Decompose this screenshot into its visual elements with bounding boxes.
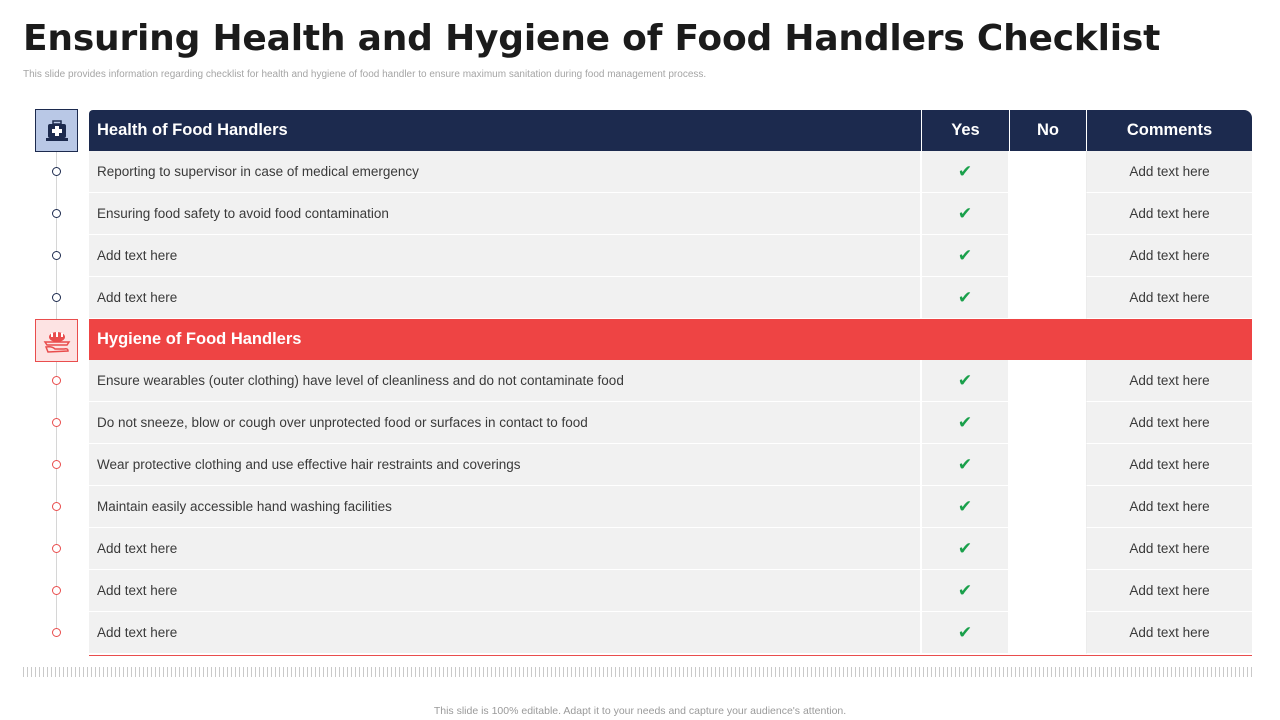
- checkmark-icon: ✔: [957, 496, 973, 516]
- table-row: [89, 277, 1252, 319]
- hygiene-section-row: [89, 319, 1252, 360]
- comment-cell: Add text here: [1087, 151, 1252, 193]
- yes-cell[interactable]: [922, 528, 1010, 570]
- no-cell[interactable]: [1010, 277, 1087, 319]
- header-health: Health of Food Handlers: [89, 110, 922, 151]
- hygiene-section-title: Hygiene of Food Handlers: [89, 319, 1252, 360]
- header-comments: Comments: [1087, 110, 1252, 151]
- checkmark-icon: ✔: [957, 580, 973, 600]
- checkmark-icon: ✔: [957, 370, 973, 390]
- header-yes: Yes: [922, 110, 1010, 151]
- table-row: [89, 235, 1252, 277]
- checklist-item-text: Maintain easily accessible hand washing facilities: [89, 486, 922, 528]
- table-row: [89, 402, 1252, 444]
- checklist-item-text: Add text here: [89, 235, 922, 277]
- checklist-item-text: Do not sneeze, blow or cough over unprotected food or surfaces in contact to food: [89, 402, 922, 444]
- checklist-item-text: Add text here: [89, 570, 922, 612]
- timeline-dot: [52, 167, 61, 176]
- comment-cell: Add text here: [1087, 360, 1252, 402]
- no-cell[interactable]: [1010, 360, 1087, 402]
- yes-cell[interactable]: [922, 402, 1010, 444]
- yes-cell[interactable]: [922, 360, 1010, 402]
- no-cell[interactable]: [1010, 528, 1087, 570]
- checklist-table: [89, 110, 1252, 654]
- checkmark-icon: ✔: [957, 454, 973, 474]
- yes-cell[interactable]: [922, 444, 1010, 486]
- checkmark-icon: ✔: [957, 287, 973, 307]
- timeline-dot: [52, 376, 61, 385]
- checklist-item-text: Reporting to supervisor in case of medical emergency: [89, 151, 922, 193]
- yes-cell[interactable]: [922, 193, 1010, 235]
- divider-ruler: [23, 667, 1252, 677]
- timeline-dot: [52, 293, 61, 302]
- footer-note: This slide is 100% editable. Adapt it to your needs and capture your audience's attention.: [433, 705, 847, 717]
- table-row: [89, 528, 1252, 570]
- no-cell[interactable]: [1010, 235, 1087, 277]
- timeline-dot: [52, 502, 61, 511]
- no-cell[interactable]: [1010, 444, 1087, 486]
- no-cell[interactable]: [1010, 151, 1087, 193]
- table-row: [89, 612, 1252, 654]
- yes-cell[interactable]: [922, 151, 1010, 193]
- table-row: [89, 444, 1252, 486]
- comment-cell: Add text here: [1087, 570, 1252, 612]
- checkmark-icon: ✔: [957, 622, 973, 642]
- checklist-item-text: Ensure wearables (outer clothing) have level of cleanliness and do not contaminate food: [89, 360, 922, 402]
- comment-cell: Add text here: [1087, 277, 1252, 319]
- checklist-item-text: Add text here: [89, 612, 922, 654]
- timeline-dot: [52, 418, 61, 427]
- timeline-dot: [52, 628, 61, 637]
- comment-cell: Add text here: [1087, 528, 1252, 570]
- yes-cell[interactable]: [922, 612, 1010, 654]
- checklist-item-text: Add text here: [89, 528, 922, 570]
- checkmark-icon: ✔: [957, 161, 973, 181]
- yes-cell[interactable]: [922, 277, 1010, 319]
- comment-cell: Add text here: [1087, 193, 1252, 235]
- food-tray-icon: [35, 319, 78, 362]
- checkmark-icon: ✔: [957, 538, 973, 558]
- table-row: [89, 486, 1252, 528]
- timeline-dot: [52, 460, 61, 469]
- yes-cell[interactable]: [922, 235, 1010, 277]
- no-cell[interactable]: [1010, 570, 1087, 612]
- table-row: [89, 193, 1252, 235]
- checkmark-icon: ✔: [957, 245, 973, 265]
- timeline-dot: [52, 586, 61, 595]
- checklist-item-text: Wear protective clothing and use effective hair restraints and coverings: [89, 444, 922, 486]
- table-header-row: [89, 110, 1252, 151]
- checklist-item-text: Ensuring food safety to avoid food contamination: [89, 193, 922, 235]
- table-row: [89, 360, 1252, 402]
- page-subtitle: This slide provides information regarding checklist for health and hygiene of food handler to ensure maximum sanitation during food management process.: [23, 69, 707, 80]
- table-bottom-border: [89, 655, 1252, 656]
- table-row: [89, 570, 1252, 612]
- no-cell[interactable]: [1010, 486, 1087, 528]
- checkmark-icon: ✔: [957, 203, 973, 223]
- table-row: [89, 151, 1252, 193]
- header-no: No: [1010, 110, 1087, 151]
- no-cell[interactable]: [1010, 402, 1087, 444]
- comment-cell: Add text here: [1087, 486, 1252, 528]
- comment-cell: Add text here: [1087, 402, 1252, 444]
- comment-cell: Add text here: [1087, 612, 1252, 654]
- yes-cell[interactable]: [922, 486, 1010, 528]
- no-cell[interactable]: [1010, 612, 1087, 654]
- comment-cell: Add text here: [1087, 235, 1252, 277]
- comment-cell: Add text here: [1087, 444, 1252, 486]
- timeline-dot: [52, 251, 61, 260]
- checklist-item-text: Add text here: [89, 277, 922, 319]
- medical-kit-icon: [35, 109, 78, 152]
- timeline-line: [56, 361, 57, 637]
- page-title: Ensuring Health and Hygiene of Food Handlers Checklist: [23, 18, 1161, 59]
- timeline-dot: [52, 544, 61, 553]
- yes-cell[interactable]: [922, 570, 1010, 612]
- timeline-dot: [52, 209, 61, 218]
- no-cell[interactable]: [1010, 193, 1087, 235]
- checkmark-icon: ✔: [957, 412, 973, 432]
